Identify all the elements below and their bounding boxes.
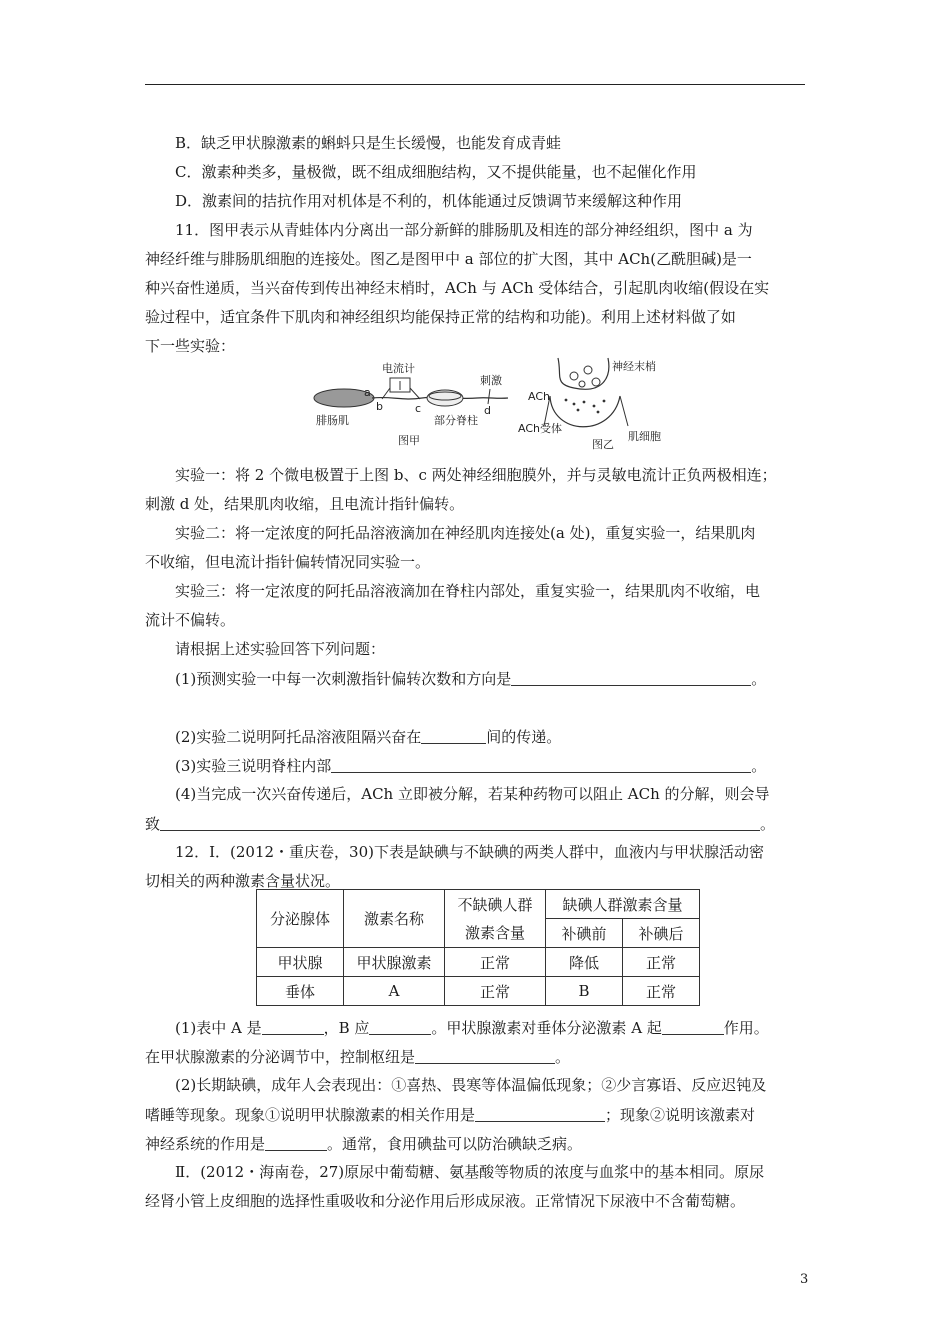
label-nerve-ending: 神经末梢 bbox=[612, 360, 656, 373]
q11-line-3: 种兴奋性递质，当兴奋传到传出神经末梢时，ACh 与 ACh 受体结合，引起肌肉收缩(假设在实 bbox=[145, 279, 770, 297]
header-hormone: 激素名称 bbox=[344, 890, 445, 948]
q12-s1-text-c: 。甲状腺激素对垂体分泌激素 A 起 bbox=[431, 1019, 662, 1037]
sub-question-4-text: 致 bbox=[145, 815, 161, 833]
exp2-line-1: 实验二：将一定浓度的阿托品溶液滴加在神经肌肉连接处(a 处)，重复实验一，结果肌肉 bbox=[175, 524, 756, 542]
table-cell: 降低 bbox=[546, 948, 623, 977]
q12-s2-text-e: 。通常，食用碘盐可以防治碘缺乏病。 bbox=[327, 1135, 583, 1153]
sub-question-4-line-2 bbox=[145, 816, 810, 832]
ach-dot bbox=[565, 399, 568, 402]
answer-blank[interactable] bbox=[331, 758, 751, 773]
table-row bbox=[257, 977, 700, 1006]
answer-blank[interactable] bbox=[475, 1107, 605, 1122]
exp2-line-2: 不收缩，但电流计指针偏转情况同实验一。 bbox=[145, 553, 431, 571]
header-before: 补碘前 bbox=[546, 919, 623, 948]
header-gland: 分泌腺体 bbox=[257, 890, 344, 948]
exp3-line-2: 流计不偏转。 bbox=[145, 611, 236, 629]
label-ach: ACh bbox=[528, 390, 550, 403]
q12-s2-line-3 bbox=[145, 1136, 810, 1152]
q11-line-2: 神经纤维与腓肠肌细胞的连接处。图乙是图甲中 a 部位的扩大图，其中 ACh(乙酰胆碱)是一 bbox=[145, 250, 752, 268]
option-c: C．激素种类多，量极微，既不组成细胞结构，又不提供能量，也不起催化作用 bbox=[175, 163, 697, 181]
q12-s1-text-b: ，B 应 bbox=[323, 1019, 370, 1037]
label-receptor: ACh受体 bbox=[518, 422, 562, 435]
answer-blank[interactable] bbox=[265, 1136, 327, 1151]
table-cell: 正常 bbox=[445, 977, 546, 1006]
table-cell: 垂体 bbox=[257, 977, 344, 1006]
answer-blank[interactable] bbox=[415, 1049, 555, 1064]
sub-question-4-line-1: (4)当完成一次兴奋传递后，ACh 立即被分解，若某种药物可以阻止 ACh 的分解，则会导 bbox=[175, 785, 770, 803]
table-cell: 正常 bbox=[445, 948, 546, 977]
answer-blank[interactable] bbox=[160, 816, 760, 831]
q12-s2-line-2 bbox=[145, 1107, 810, 1123]
answer-blank[interactable] bbox=[511, 671, 751, 686]
ach-dot bbox=[597, 411, 600, 414]
vesicle bbox=[570, 372, 578, 380]
end-mark: 。 bbox=[751, 757, 767, 775]
end-mark: 。 bbox=[760, 815, 776, 833]
figure-b bbox=[518, 358, 661, 451]
q11-line-4: 验过程中，适宜条件下肌肉和神经组织均能保持正常的结构和功能)。利用上述材料做了如 bbox=[145, 308, 736, 326]
exp3-line-1: 实验三：将一定浓度的阿托品溶液滴加在脊柱内部处，重复实验一，结果肌肉不收缩，电 bbox=[175, 582, 761, 600]
ach-dot bbox=[593, 405, 596, 408]
caption-b: 图乙 bbox=[592, 438, 614, 451]
table-cell: 正常 bbox=[623, 948, 700, 977]
page-number: 3 bbox=[800, 1272, 809, 1287]
header-deficient: 缺碘人群激素含量 bbox=[546, 890, 700, 919]
header-after: 补碘后 bbox=[623, 919, 700, 948]
vesicle bbox=[592, 378, 600, 386]
q12-s1-text-a: (1)表中 A 是 bbox=[175, 1019, 262, 1037]
label-a: a bbox=[364, 386, 371, 399]
q12-s2-text-c: ；现象②说明该激素对 bbox=[605, 1106, 756, 1124]
vesicle bbox=[579, 381, 585, 387]
answer-blank[interactable] bbox=[421, 729, 486, 744]
sub-question-2-text-a: (2)实验二说明阿托品溶液阻隔兴奋在 bbox=[175, 728, 422, 746]
q12-s2-text-b: 嗜睡等现象。现象①说明甲状腺激素的相关作用是 bbox=[145, 1106, 476, 1124]
stimulus-arrow bbox=[488, 389, 490, 404]
table-cell: B bbox=[546, 977, 623, 1006]
header-rule bbox=[145, 84, 805, 85]
table-header-row bbox=[257, 890, 700, 919]
q12-intro-2: 切相关的两种激素含量状况。 bbox=[145, 872, 341, 890]
label-d: d bbox=[484, 404, 491, 417]
figure-a bbox=[314, 361, 508, 447]
header-normal-1: 不缺碘人群 bbox=[445, 890, 546, 919]
q11-figure bbox=[312, 356, 692, 456]
sub-question-1 bbox=[175, 671, 810, 687]
label-muscle-cell: 肌细胞 bbox=[628, 430, 661, 443]
q12-s1-text-d: 作用。 bbox=[723, 1019, 769, 1037]
ach-dot bbox=[573, 403, 576, 406]
exp1-line-2: 刺激 d 处，结果肌肉收缩，且电流计指针偏转。 bbox=[145, 495, 465, 513]
option-d: D．激素间的拮抗作用对机体是不利的，机体能通过反馈调节来缓解这种作用 bbox=[175, 192, 683, 210]
table-cell: 甲状腺激素 bbox=[344, 948, 445, 977]
q12-intro-1: 12．Ⅰ．(2012・重庆卷，30)下表是缺碘与不缺碘的两类人群中，血液内与甲状腺活动密 bbox=[175, 843, 764, 861]
label-spine: 部分脊柱 bbox=[434, 414, 478, 427]
sub-question-3 bbox=[175, 758, 810, 774]
ach-dot bbox=[583, 401, 586, 404]
table-cell: A bbox=[344, 977, 445, 1006]
table-cell: 正常 bbox=[623, 977, 700, 1006]
option-b: B．缺乏甲状腺激素的蝌蚪只是生长缓慢，也能发育成青蛙 bbox=[175, 134, 562, 152]
label-stimulus: 刺激 bbox=[480, 374, 502, 387]
answer-blank[interactable] bbox=[662, 1020, 724, 1035]
label-c: c bbox=[415, 402, 422, 415]
q12-s1-line-1 bbox=[175, 1020, 810, 1036]
sub-question-2 bbox=[175, 729, 810, 745]
electrode-c bbox=[410, 388, 420, 399]
end-mark: 。 bbox=[751, 670, 767, 688]
sub-question-1-text: (1)预测实验一中每一次刺激指针偏转次数和方向是 bbox=[175, 670, 512, 688]
sub-question-3-text: (3)实验三说明脊柱内部 bbox=[175, 757, 332, 775]
answer-blank[interactable] bbox=[369, 1020, 431, 1035]
ach-dot bbox=[577, 409, 580, 412]
exp1-line-1: 实验一：将 2 个微电极置于上图 b、c 两处神经细胞膜外，并与灵敏电流计正负两极相连； bbox=[175, 466, 777, 484]
q11-line-1: 11．图甲表示从青蛙体内分离出一部分新鲜的腓肠肌及相连的部分神经组织，图中 a 为 bbox=[175, 221, 753, 239]
sub-question-2-text-b: 间的传递。 bbox=[486, 728, 562, 746]
answer-blank[interactable] bbox=[262, 1020, 324, 1035]
q12-s1-text-e: 在甲状腺激素的分泌调节中，控制枢纽是 bbox=[145, 1048, 416, 1066]
q12-s2-text-d: 神经系统的作用是 bbox=[145, 1135, 266, 1153]
ach-dot bbox=[603, 400, 606, 403]
header-normal-2: 激素含量 bbox=[445, 919, 546, 948]
label-meter: 电流计 bbox=[382, 362, 415, 375]
q12-ii-line-2: 经肾小管上皮细胞的选择性重吸收和分泌作用后形成尿液。正常情况下尿液中不含葡萄糖。 bbox=[145, 1192, 746, 1210]
q12-s2-line-1: (2)长期缺碘，成年人会表现出：①喜热、畏寒等体温偏低现象；②少言寡语、反应迟钝及 bbox=[175, 1076, 767, 1094]
q12-ii-line-1: Ⅱ．(2012・海南卷，27)原尿中葡萄糖、氨基酸等物质的浓度与血浆中的基本相同。原尿 bbox=[175, 1163, 765, 1181]
label-muscle: 腓肠肌 bbox=[316, 414, 349, 427]
table-cell: 甲状腺 bbox=[257, 948, 344, 977]
table-row bbox=[257, 948, 700, 977]
q12-s1-line-2 bbox=[145, 1049, 810, 1065]
end-mark: 。 bbox=[555, 1048, 571, 1066]
hormone-table bbox=[256, 889, 700, 1006]
prompt: 请根据上述实验回答下列问题： bbox=[175, 640, 386, 658]
vesicle bbox=[584, 366, 592, 374]
q11-line-5: 下一些实验： bbox=[145, 337, 236, 355]
caption-a: 图甲 bbox=[398, 434, 420, 447]
label-b: b bbox=[376, 400, 383, 413]
